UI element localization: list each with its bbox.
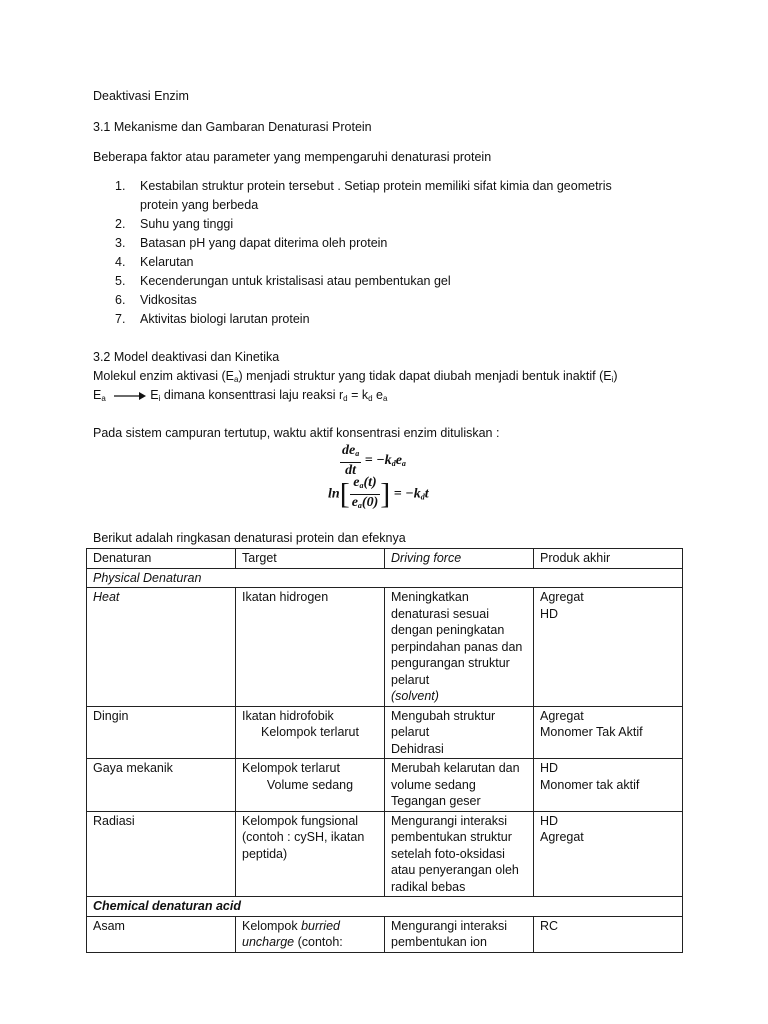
section-chemical: Chemical denaturan acid bbox=[87, 897, 683, 917]
table-caption: Berikut adalah ringkasan denaturasi protein dan efeknya bbox=[93, 531, 406, 545]
list-item: 4. Kelarutan bbox=[115, 255, 194, 269]
table-header-row bbox=[87, 549, 683, 569]
list-item: 3. Batasan pH yang dapat diterima oleh protein bbox=[115, 236, 388, 250]
table-section-row bbox=[87, 568, 683, 588]
reaction-line: $E_a$ $E_i$ dimana konsenttrasi laju reaksi $r_d = k_d$ $e_a$ bbox=[93, 388, 388, 403]
denaturation-table bbox=[86, 548, 683, 953]
list-item: 2. Suhu yang tinggi bbox=[115, 217, 234, 231]
list-item: 1. Kestabilan struktur protein tersebut . Setiap protein memiliki sifat kimia dan geometris protein yang berbeda bbox=[115, 179, 612, 212]
list-item: 5. Kecenderungan untuk kristalisasi atau pembentukan gel bbox=[115, 274, 451, 288]
equation-integrated: ln[ $\frac{e_a(t)}{e_a(0)}$ ] = $-k_dt$ bbox=[328, 475, 429, 511]
section-heading-3-1: 3.1 Mekanisme dan Gambaran Denaturasi Protein bbox=[93, 120, 372, 134]
table-row: Radiasi Kelompok fungsional (contoh : cySH, ikatan peptida) Mengurangi interaksi pembentukan struktur setelah foto-oksidasi atau penyerangan oleh radikal bebas HD Agregat bbox=[87, 811, 683, 897]
section-heading-3-2: 3.2 Model deaktivasi dan Kinetika bbox=[93, 350, 280, 364]
document-title: Deaktivasi Enzim bbox=[93, 89, 189, 103]
header-denaturan: Denaturan bbox=[87, 549, 236, 569]
equation-rate: $\frac{de_a}{dt}$ = $-k_de_a$ bbox=[342, 443, 406, 478]
model-description: Molekul enzim aktivasi $(E_a)$ menjadi struktur yang tidak dapat diubah menjadi bentuk inaktif $(E_i)$ bbox=[93, 369, 618, 384]
list-item: 7. Aktivitas biologi larutan protein bbox=[115, 312, 310, 326]
table-row: Asam Kelompok burried uncharge (contoh: Mengurangi interaksi pembentukan ion RC bbox=[87, 916, 683, 952]
table-row: Gaya mekanik Kelompok terlarut Volume sedang Merubah kelarutan dan volume sedang Tegangan geser HD Monomer tak aktif bbox=[87, 759, 683, 812]
reaction-arrow-icon bbox=[113, 391, 147, 401]
factors-intro: Beberapa faktor atau parameter yang mempengaruhi denaturasi protein bbox=[93, 150, 492, 164]
table-section-row bbox=[87, 897, 683, 917]
list-item: 6. Vidkositas bbox=[115, 293, 197, 307]
header-produk-akhir: Produk akhir bbox=[534, 549, 683, 569]
section-physical: Physical Denaturan bbox=[87, 568, 683, 588]
header-target: Target bbox=[236, 549, 385, 569]
header-driving-force: Driving force bbox=[385, 549, 534, 569]
table-row: Dingin Ikatan hidrofobik Kelompok terlarut Mengubah struktur pelarut Dehidrasi Agregat Monomer Tak Aktif bbox=[87, 706, 683, 759]
factors-list bbox=[93, 177, 653, 329]
closed-system-text: Pada sistem campuran tertutup, waktu aktif konsentrasi enzim dituliskan : bbox=[93, 426, 500, 440]
table-row: Heat Ikatan hidrogen Meningkatkan denaturasi sesuai dengan peningkatan perpindahan panas dan pengurangan struktur pelarut (solvent) Agregat HD bbox=[87, 588, 683, 707]
